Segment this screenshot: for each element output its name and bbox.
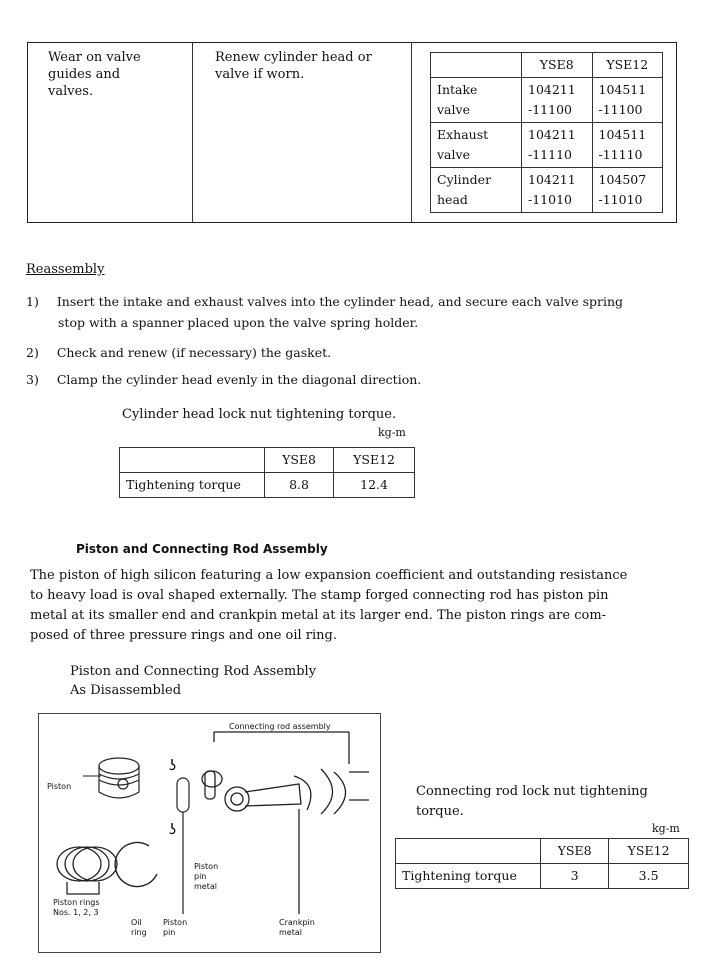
piston-illustration: [99, 758, 139, 798]
label-piston-pin-metal: Piston pin metal: [194, 862, 219, 891]
step-1-continuation: stop with a spanner placed upon the valve spring holder.: [58, 315, 419, 330]
part-number-cell: 104511 -11100: [592, 78, 663, 123]
step-3: [26, 372, 421, 388]
row-label: Tightening torque: [396, 864, 541, 889]
label-crankpin-metal: Crankpin metal: [279, 918, 315, 937]
label-connecting-rod: Connecting rod assembly: [229, 722, 331, 731]
piston-rings-illustration: [57, 847, 117, 894]
table-row: [431, 123, 663, 168]
part-cell: Exhaust valve: [431, 123, 522, 168]
torque-caption: Cylinder head lock nut tightening torque.: [122, 407, 397, 422]
header-cell: YSE8: [522, 53, 593, 78]
unit-label: kg-m: [652, 822, 680, 835]
exploded-view-figure: [38, 713, 381, 953]
label-oil-ring: Oil ring: [131, 918, 147, 937]
part-number-cell: 104211 -11010: [522, 168, 593, 213]
row-label: Tightening torque: [120, 473, 265, 498]
part-cell: Cylinder head: [431, 168, 522, 213]
paragraph-line: The piston of high silicon featuring a low expansion coefficient and outstanding resistance: [30, 568, 628, 583]
label-piston: Piston: [47, 782, 72, 791]
table-header-row: [431, 53, 663, 78]
header-cell: [120, 448, 265, 473]
paragraph-line: metal at its smaller end and crankpin metal at its larger end. The piston rings are com-: [30, 608, 607, 623]
rod-torque-table: [395, 838, 689, 889]
step-text: Insert the intake and exhaust valves into the cylinder head, and secure each valve spring: [56, 294, 624, 309]
oil-ring-illustration: [115, 843, 157, 887]
header-cell: YSE12: [592, 53, 663, 78]
cause-cell: Wear on valve guides and valves.: [48, 50, 141, 99]
value-cell: 3: [541, 864, 609, 889]
value-cell: 3.5: [609, 864, 689, 889]
piston-pin-illustration: [177, 778, 189, 914]
table-header-row: [120, 448, 415, 473]
rod-torque-caption: Connecting rod lock nut tightening torque.: [416, 784, 648, 819]
table-header-row: [396, 839, 689, 864]
part-number-cell: 104211 -11110: [522, 123, 593, 168]
part-number-cell: 104511 -11110: [592, 123, 663, 168]
step-text: Check and renew (if necessary) the gasket.: [56, 345, 332, 360]
step-number: 3): [26, 372, 39, 387]
table-row: [431, 78, 663, 123]
unit-label: kg-m: [378, 426, 406, 439]
label-piston-pin: Piston pin: [163, 918, 188, 937]
header-cell: YSE8: [541, 839, 609, 864]
header-cell: [396, 839, 541, 864]
part-number-cell: 104507 -11010: [592, 168, 663, 213]
value-cell: 12.4: [334, 473, 415, 498]
circlip-icon: ʖ: [169, 822, 177, 838]
figure-caption: Piston and Connecting Rod Assembly: [70, 664, 317, 679]
table-row: [120, 473, 415, 498]
table-row: [431, 168, 663, 213]
value-cell: 8.8: [265, 473, 334, 498]
column-divider: [192, 43, 193, 222]
step-number: 2): [26, 345, 39, 360]
paragraph-line: posed of three pressure rings and one oil ring.: [30, 628, 337, 643]
label-piston-rings: Piston rings Nos. 1, 2, 3: [53, 898, 100, 917]
header-cell: YSE12: [609, 839, 689, 864]
section-paragraph: [30, 566, 700, 646]
figure-caption: As Disassembled: [70, 683, 182, 698]
reassembly-heading: Reassembly: [26, 262, 105, 277]
column-divider: [411, 43, 412, 222]
step-number: 1): [26, 294, 39, 309]
header-cell: [431, 53, 522, 78]
step-1: [26, 294, 623, 310]
parts-number-table: [430, 52, 663, 213]
header-cell: YSE12: [334, 448, 415, 473]
circlip-icon: ʖ: [169, 758, 177, 774]
step-2: [26, 345, 331, 361]
section-title: Piston and Connecting Rod Assembly: [76, 542, 328, 556]
table-row: [396, 864, 689, 889]
remedy-cell: Renew cylinder head or valve if worn.: [215, 50, 372, 82]
header-cell: YSE8: [265, 448, 334, 473]
cylinder-head-torque-table: [119, 447, 415, 498]
paragraph-line: to heavy load is oval shaped externally. The stamp forged connecting rod has piston pin: [30, 588, 609, 603]
part-cell: Intake valve: [431, 78, 522, 123]
part-number-cell: 104211 -11100: [522, 78, 593, 123]
connecting-rod-illustration: [202, 732, 369, 914]
step-text: Clamp the cylinder head evenly in the diagonal direction.: [56, 372, 422, 387]
